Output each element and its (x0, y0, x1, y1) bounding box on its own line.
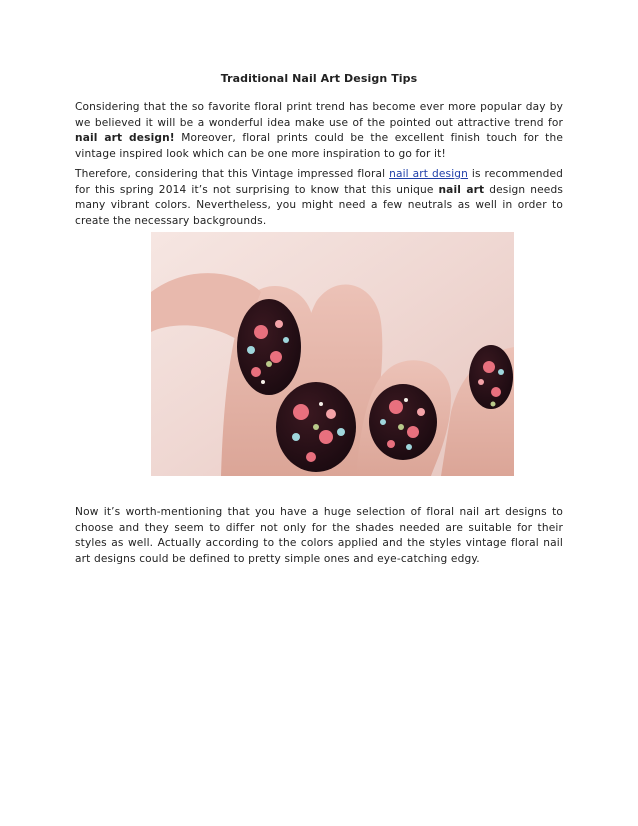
nail-art-design-link[interactable]: nail art design (389, 168, 469, 180)
paragraph-text: Considering that the so favorite floral print trend has become ever more popular day by we believed it will be a wonderful idea make use of the pointed out attractive trend for (75, 101, 563, 129)
paragraph-text: Therefore, considering that this Vintage impressed floral (75, 168, 390, 180)
floral-nail-art-photo (151, 232, 514, 476)
paragraph-intro (75, 100, 563, 162)
page-title: Traditional Nail Art Design Tips (220, 72, 418, 85)
paragraph-vintage (75, 167, 563, 229)
bold-phrase: nail art design! (75, 132, 175, 145)
bold-phrase: nail art (438, 183, 485, 196)
paragraph-text: Moreover, floral prints could be the excellent finish touch for the vintage inspired look which can be one more inspiration to go for it! (75, 132, 563, 160)
paragraph-selection: Now it’s worth-mentioning that you have a huge selection of floral nail art designs to choose and they seem to differ not only for the shades needed are suitable for their styles as well. Actually according to the colors applied and the styles vintage floral nail art designs could be defined to pretty simple ones and eye-catching edgy. (75, 506, 563, 565)
paragraph-text: is recommended for this spring 2014 it’s not surprising to know that this unique (75, 168, 563, 196)
paragraph-text: design needs many vibrant colors. Nevertheless, you might need a few neutrals as well in order to create the necessary backgrounds. (75, 183, 564, 227)
